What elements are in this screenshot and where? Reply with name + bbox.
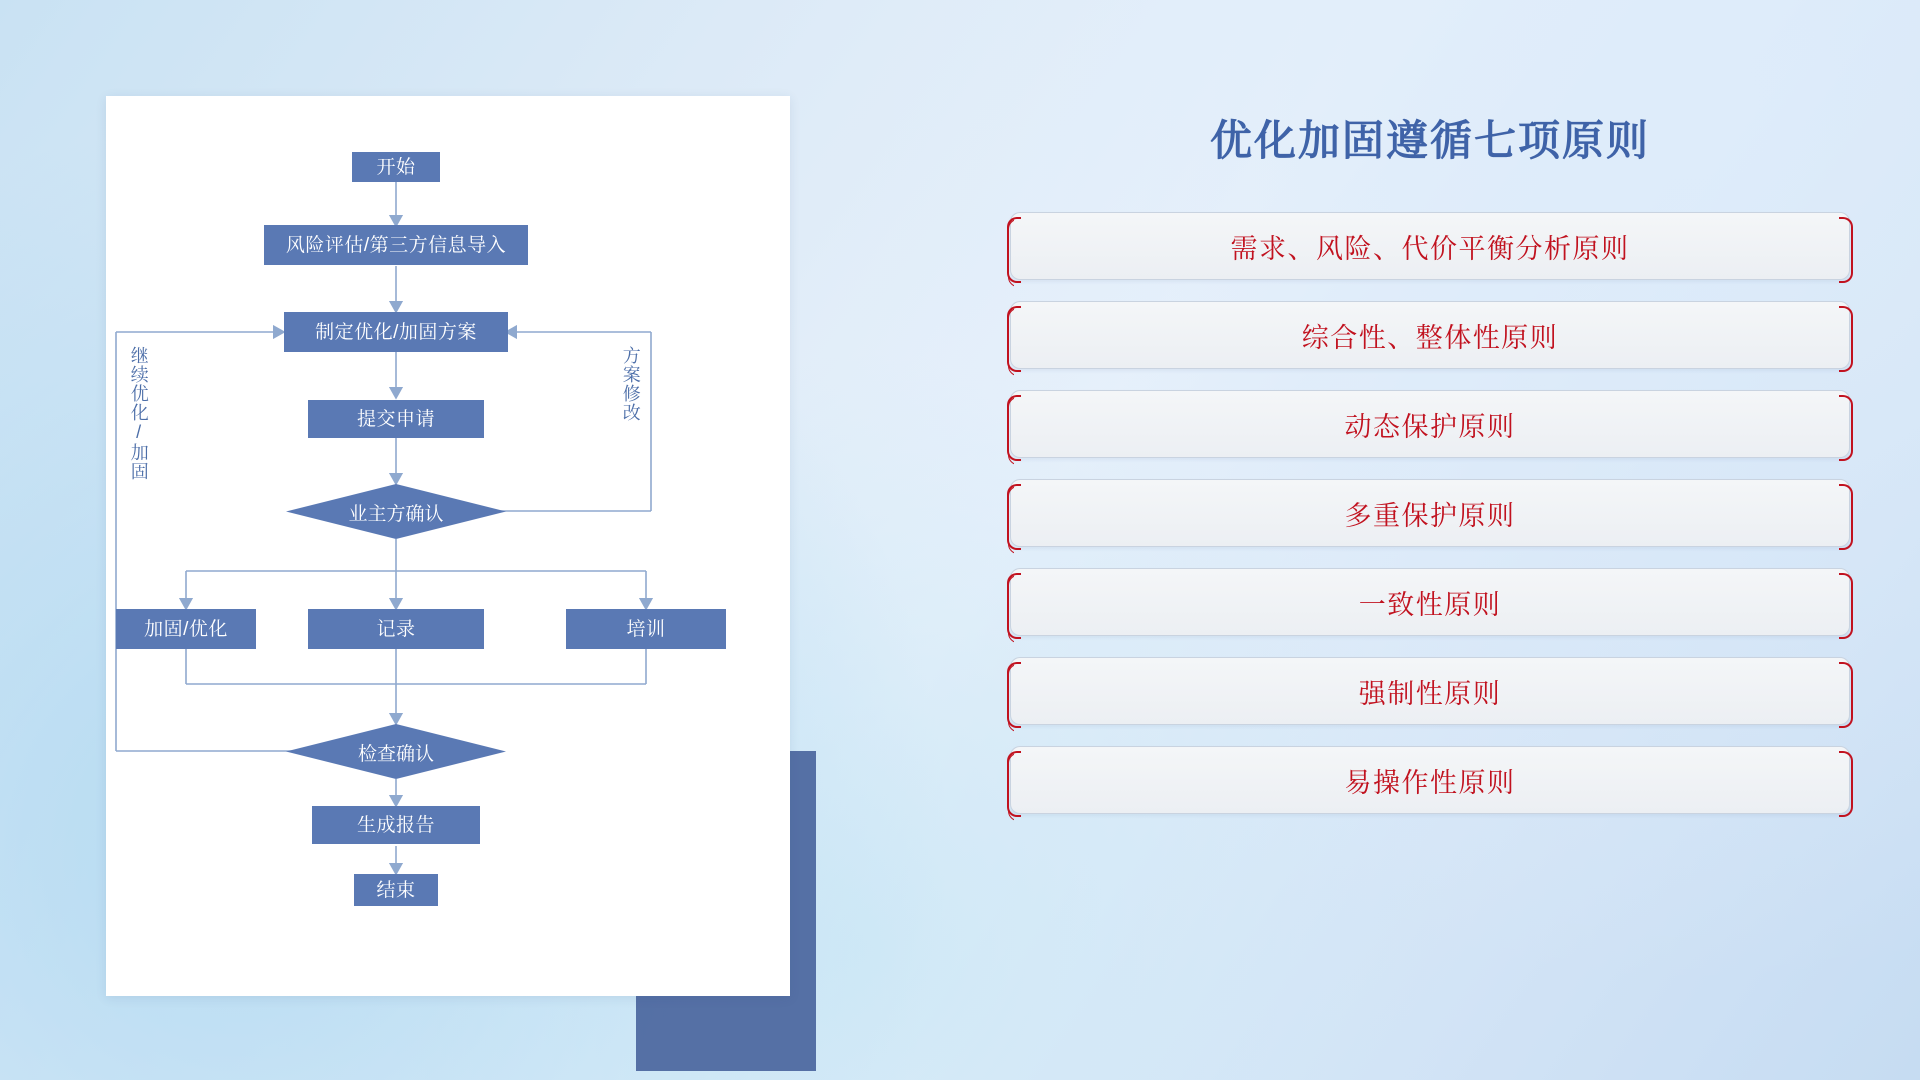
flow-node-reinforce[interactable]: 加固/优化 bbox=[116, 609, 256, 649]
right-accent-border bbox=[1839, 751, 1853, 817]
flow-edge-label-plan-revise: 方案修改 bbox=[620, 346, 641, 422]
right-accent-border bbox=[1839, 217, 1853, 283]
list-item-label: 多重保护原则 bbox=[1344, 500, 1516, 531]
flow-node-risk-assessment[interactable]: 风险评估/第三方信息导入 bbox=[264, 225, 528, 265]
flow-node-generate-report[interactable]: 生成报告 bbox=[312, 806, 480, 844]
left-accent-border bbox=[1007, 217, 1021, 283]
flow-node-end[interactable]: 结束 bbox=[354, 874, 438, 906]
flow-node-training[interactable]: 培训 bbox=[566, 609, 726, 649]
flowchart-panel bbox=[106, 96, 796, 996]
list-item-label: 强制性原则 bbox=[1358, 678, 1502, 709]
list-item[interactable] bbox=[1010, 390, 1850, 458]
flow-node-submit-application[interactable]: 提交申请 bbox=[308, 400, 484, 438]
list-item-label: 需求、风险、代价平衡分析原则 bbox=[1230, 233, 1630, 264]
list-item-label: 一致性原则 bbox=[1358, 589, 1502, 620]
list-item[interactable] bbox=[1010, 746, 1850, 814]
list-item[interactable] bbox=[1010, 479, 1850, 547]
right-accent-border bbox=[1839, 484, 1853, 550]
list-item[interactable] bbox=[1010, 301, 1850, 369]
list-item[interactable] bbox=[1010, 212, 1850, 280]
list-item-label: 易操作性原则 bbox=[1344, 767, 1516, 798]
right-accent-border bbox=[1839, 395, 1853, 461]
principles-list bbox=[1010, 212, 1850, 814]
list-item-label: 综合性、整体性原则 bbox=[1301, 322, 1559, 353]
left-accent-border bbox=[1007, 662, 1021, 728]
right-accent-border bbox=[1839, 306, 1853, 372]
left-accent-border bbox=[1007, 573, 1021, 639]
right-accent-border bbox=[1839, 573, 1853, 639]
flow-node-plan[interactable]: 制定优化/加固方案 bbox=[284, 312, 508, 352]
left-accent-border bbox=[1007, 306, 1021, 372]
flow-node-start[interactable]: 开始 bbox=[352, 152, 440, 182]
left-accent-border bbox=[1007, 751, 1021, 817]
flow-node-record[interactable]: 记录 bbox=[308, 609, 484, 649]
page-title: 优化加固遵循七项原则 bbox=[1209, 117, 1650, 164]
flow-node-owner-confirm-label: 业主方确认 bbox=[348, 503, 444, 525]
principles-panel bbox=[1010, 96, 1850, 835]
list-item-label: 动态保护原则 bbox=[1344, 411, 1516, 442]
flow-node-check-confirm-label: 检查确认 bbox=[357, 743, 434, 765]
flow-edge-label-continue-optimize: 继续优化/加固 bbox=[128, 346, 149, 481]
list-item[interactable] bbox=[1010, 568, 1850, 636]
left-accent-border bbox=[1007, 484, 1021, 550]
left-accent-border bbox=[1007, 395, 1021, 461]
right-accent-border bbox=[1839, 662, 1853, 728]
list-item[interactable] bbox=[1010, 657, 1850, 725]
